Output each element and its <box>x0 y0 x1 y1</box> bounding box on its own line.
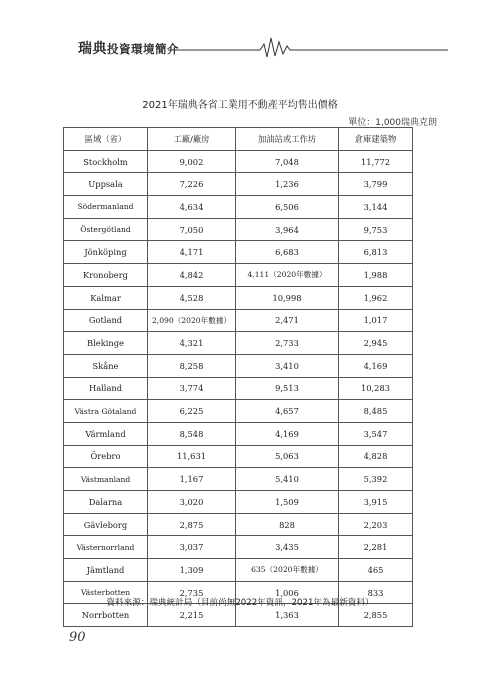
cell-region: Gävleborg <box>64 513 148 536</box>
cell-factory: 4,321 <box>148 332 236 355</box>
cell-region: Uppsala <box>64 173 148 196</box>
cell-gas-station: 5,063 <box>236 445 339 468</box>
cell-factory: 8,548 <box>148 422 236 445</box>
table-row <box>64 400 413 423</box>
cell-gas-station: 1,509 <box>236 491 339 514</box>
cell-gas-station: 5,410 <box>236 468 339 491</box>
cell-warehouse: 3,799 <box>339 173 413 196</box>
cell-factory: 4,528 <box>148 286 236 309</box>
table-row <box>64 536 413 559</box>
cell-warehouse: 833 <box>339 581 413 604</box>
table-row <box>64 196 413 219</box>
cell-gas-station: 7,048 <box>236 150 339 173</box>
cell-gas-station: 635（2020年數據） <box>236 559 339 582</box>
cell-factory: 2,735 <box>148 581 236 604</box>
header-wave-line <box>168 34 448 60</box>
cell-warehouse: 465 <box>339 559 413 582</box>
table-row <box>64 559 413 582</box>
table-row <box>64 491 413 514</box>
cell-gas-station: 828 <box>236 513 339 536</box>
cell-region: Kronoberg <box>64 264 148 287</box>
cell-factory: 2,215 <box>148 604 236 627</box>
cell-factory: 7,050 <box>148 218 236 241</box>
table-row <box>64 354 413 377</box>
cell-warehouse: 4,828 <box>339 445 413 468</box>
cell-region: Västmanland <box>64 468 148 491</box>
cell-region: Norrbotten <box>64 604 148 627</box>
price-table <box>63 127 413 627</box>
cell-factory: 1,167 <box>148 468 236 491</box>
cell-warehouse: 5,392 <box>339 468 413 491</box>
cell-warehouse: 2,855 <box>339 604 413 627</box>
cell-warehouse: 1,017 <box>339 309 413 332</box>
cell-gas-station: 2,471 <box>236 309 339 332</box>
cell-warehouse: 3,547 <box>339 422 413 445</box>
cell-factory: 9,002 <box>148 150 236 173</box>
cell-region: Västerbotten <box>64 581 148 604</box>
cell-region: Halland <box>64 377 148 400</box>
cell-warehouse: 2,281 <box>339 536 413 559</box>
cell-factory: 7,226 <box>148 173 236 196</box>
cell-region: Gotland <box>64 309 148 332</box>
cell-warehouse: 11,772 <box>339 150 413 173</box>
table-row <box>64 422 413 445</box>
cell-factory: 4,171 <box>148 241 236 264</box>
cell-region: Västra Götaland <box>64 400 148 423</box>
col-header-region: 區域（省） <box>64 128 148 151</box>
cell-factory: 2,090（2020年數據） <box>148 309 236 332</box>
table-row <box>64 173 413 196</box>
cell-warehouse: 4,169 <box>339 354 413 377</box>
unit-note: 單位：1,000瑞典克朗 <box>348 118 437 128</box>
cell-gas-station: 6,506 <box>236 196 339 219</box>
cell-region: Dalarna <box>64 491 148 514</box>
table-row <box>64 218 413 241</box>
cell-factory: 6,225 <box>148 400 236 423</box>
cell-factory: 3,037 <box>148 536 236 559</box>
cell-gas-station: 4,657 <box>236 400 339 423</box>
col-header-gas-station: 加油站或工作坊 <box>236 128 339 151</box>
col-header-warehouse: 倉庫建築物 <box>339 128 413 151</box>
cell-warehouse: 8,485 <box>339 400 413 423</box>
cell-gas-station: 1,236 <box>236 173 339 196</box>
table-row <box>64 150 413 173</box>
cell-warehouse: 2,203 <box>339 513 413 536</box>
cell-gas-station: 9,513 <box>236 377 339 400</box>
cell-region: Skåne <box>64 354 148 377</box>
cell-factory: 2,875 <box>148 513 236 536</box>
cell-region: Kalmar <box>64 286 148 309</box>
cell-region: Örebro <box>64 445 148 468</box>
cell-region: Jämtland <box>64 559 148 582</box>
source-note: 資料來源：瑞典統計局（目前尚無2022年資訊，2021年為最新資料） <box>106 598 374 608</box>
cell-region: Jönköping <box>64 241 148 264</box>
table-row <box>64 286 413 309</box>
cell-gas-station: 3,964 <box>236 218 339 241</box>
header-title <box>78 38 179 58</box>
cell-factory: 1,309 <box>148 559 236 582</box>
table-body <box>64 150 413 626</box>
cell-gas-station: 4,169 <box>236 422 339 445</box>
cell-region: Blekinge <box>64 332 148 355</box>
cell-warehouse: 3,915 <box>339 491 413 514</box>
cell-warehouse: 1,962 <box>339 286 413 309</box>
cell-warehouse: 9,753 <box>339 218 413 241</box>
cell-gas-station: 6,683 <box>236 241 339 264</box>
header-title-rest: 投資環境簡介 <box>107 42 179 56</box>
table-title: 2021年瑞典各省工業用不動產平均售出價格 <box>142 100 338 111</box>
cell-gas-station: 2,733 <box>236 332 339 355</box>
cell-factory: 4,842 <box>148 264 236 287</box>
col-header-factory: 工廠/廠房 <box>148 128 236 151</box>
page-header <box>38 34 448 60</box>
cell-region: Stockholm <box>64 150 148 173</box>
table-row <box>64 445 413 468</box>
table-row <box>64 513 413 536</box>
cell-warehouse: 3,144 <box>339 196 413 219</box>
cell-factory: 3,774 <box>148 377 236 400</box>
cell-factory: 11,631 <box>148 445 236 468</box>
cell-gas-station: 4,111（2020年數據） <box>236 264 339 287</box>
cell-warehouse: 1,988 <box>339 264 413 287</box>
cell-gas-station: 3,435 <box>236 536 339 559</box>
table-header-row <box>64 128 413 151</box>
cell-warehouse: 10,283 <box>339 377 413 400</box>
cell-gas-station: 1,006 <box>236 581 339 604</box>
table-row <box>64 264 413 287</box>
cell-gas-station: 1,363 <box>236 604 339 627</box>
cell-region: Värmland <box>64 422 148 445</box>
table-row <box>64 332 413 355</box>
page-number: 90 <box>69 630 86 645</box>
cell-gas-station: 3,410 <box>236 354 339 377</box>
table-row <box>64 241 413 264</box>
table-row <box>64 468 413 491</box>
cell-region: Södermanland <box>64 196 148 219</box>
header-title-first: 瑞典 <box>78 41 107 57</box>
cell-region: Östergötland <box>64 218 148 241</box>
table-row <box>64 377 413 400</box>
cell-factory: 4,634 <box>148 196 236 219</box>
cell-factory: 3,020 <box>148 491 236 514</box>
cell-warehouse: 6,813 <box>339 241 413 264</box>
cell-warehouse: 2,945 <box>339 332 413 355</box>
cell-factory: 8,258 <box>148 354 236 377</box>
cell-region: Västernorrland <box>64 536 148 559</box>
cell-gas-station: 10,998 <box>236 286 339 309</box>
table-row <box>64 309 413 332</box>
